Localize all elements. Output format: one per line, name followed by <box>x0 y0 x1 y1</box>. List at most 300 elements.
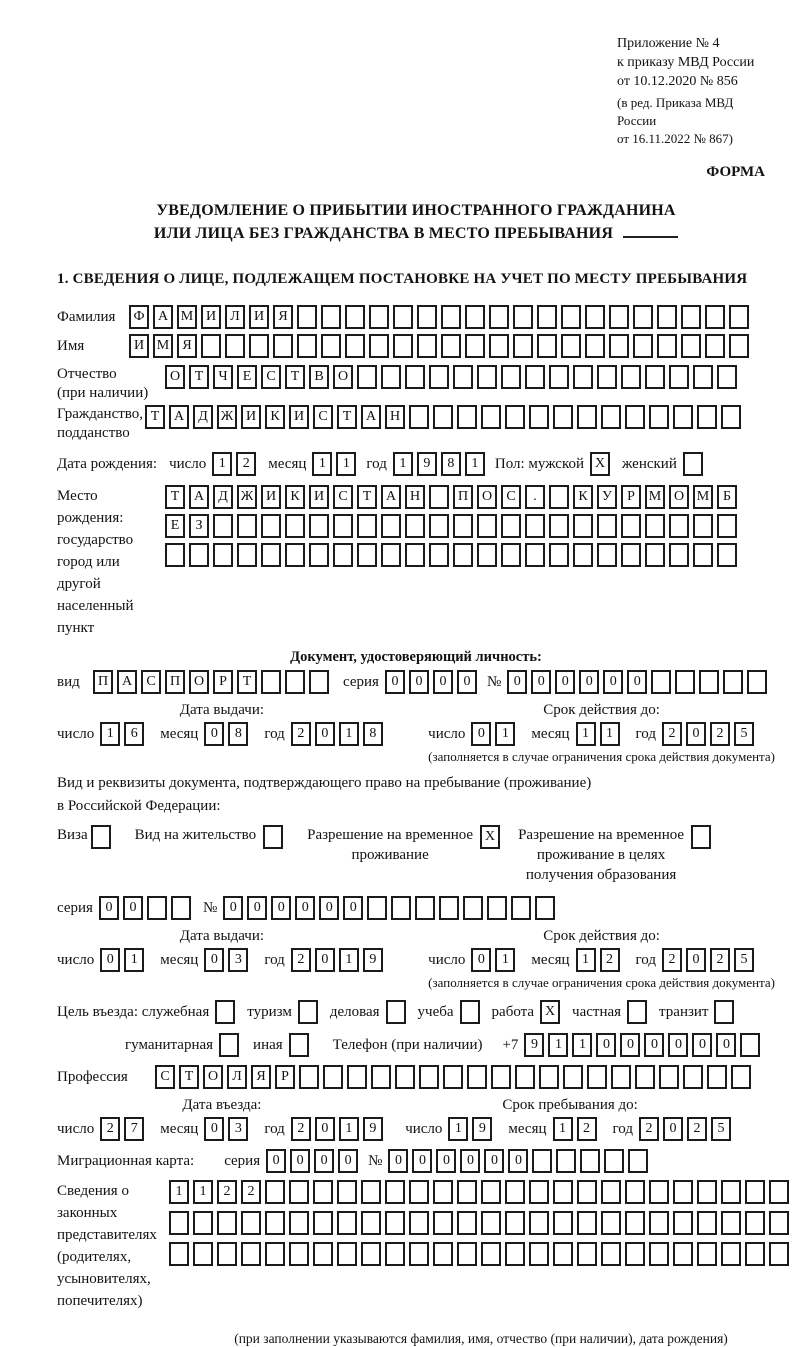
char-cell[interactable]: А <box>153 305 173 329</box>
char-cell[interactable]: 1 <box>576 722 596 746</box>
char-cell[interactable]: Р <box>621 485 641 509</box>
char-cell[interactable]: И <box>129 334 149 358</box>
char-cell[interactable] <box>505 1242 525 1266</box>
char-cell[interactable]: К <box>265 405 285 429</box>
char-cell[interactable] <box>147 896 167 920</box>
char-cell[interactable] <box>699 670 719 694</box>
char-cell[interactable] <box>721 405 741 429</box>
char-cell[interactable] <box>513 334 533 358</box>
char-cell[interactable]: 0 <box>338 1149 358 1173</box>
char-cell[interactable] <box>361 1211 381 1235</box>
char-cell[interactable] <box>611 1065 631 1089</box>
char-cell[interactable]: У <box>597 485 617 509</box>
char-cell[interactable] <box>481 1211 501 1235</box>
char-cell[interactable] <box>649 1180 669 1204</box>
char-cell[interactable] <box>601 1242 621 1266</box>
char-cell[interactable] <box>549 543 569 567</box>
char-cell[interactable]: С <box>141 670 161 694</box>
char-cell[interactable]: 2 <box>710 948 730 972</box>
char-cell[interactable] <box>171 896 191 920</box>
residence-issue-year-cells[interactable] <box>291 948 387 972</box>
char-cell[interactable] <box>585 305 605 329</box>
char-cell[interactable] <box>573 543 593 567</box>
doc-valid-month-cells[interactable] <box>576 722 624 746</box>
char-cell[interactable] <box>681 305 701 329</box>
char-cell[interactable] <box>585 334 605 358</box>
char-cell[interactable] <box>321 334 341 358</box>
char-cell[interactable]: 2 <box>291 1117 311 1141</box>
char-cell[interactable] <box>409 1242 429 1266</box>
char-cell[interactable]: О <box>189 670 209 694</box>
char-cell[interactable]: 2 <box>100 1117 120 1141</box>
char-cell[interactable]: X <box>480 825 500 849</box>
char-cell[interactable]: 1 <box>548 1033 568 1057</box>
char-cell[interactable] <box>489 305 509 329</box>
char-cell[interactable]: Л <box>225 305 245 329</box>
char-cell[interactable] <box>357 543 377 567</box>
char-cell[interactable] <box>714 1000 734 1024</box>
birth-place-row2-cells[interactable] <box>165 514 741 538</box>
char-cell[interactable] <box>633 334 653 358</box>
char-cell[interactable]: 2 <box>291 948 311 972</box>
char-cell[interactable] <box>501 514 521 538</box>
char-cell[interactable] <box>529 1211 549 1235</box>
char-cell[interactable] <box>597 543 617 567</box>
char-cell[interactable] <box>525 543 545 567</box>
char-cell[interactable] <box>691 825 711 849</box>
char-cell[interactable]: Н <box>385 405 405 429</box>
char-cell[interactable]: 1 <box>312 452 332 476</box>
char-cell[interactable] <box>721 1180 741 1204</box>
doc-issue-month-cells[interactable] <box>204 722 252 746</box>
char-cell[interactable] <box>297 305 317 329</box>
char-cell[interactable]: Т <box>337 405 357 429</box>
char-cell[interactable]: 0 <box>716 1033 736 1057</box>
char-cell[interactable] <box>429 543 449 567</box>
char-cell[interactable] <box>441 334 461 358</box>
purpose-other-checkbox[interactable] <box>289 1033 313 1057</box>
migration-number-cells[interactable] <box>388 1149 652 1173</box>
char-cell[interactable]: 5 <box>734 948 754 972</box>
char-cell[interactable]: 1 <box>448 1117 468 1141</box>
char-cell[interactable] <box>561 305 581 329</box>
char-cell[interactable] <box>649 405 669 429</box>
char-cell[interactable]: А <box>361 405 381 429</box>
char-cell[interactable] <box>717 514 737 538</box>
char-cell[interactable] <box>529 1180 549 1204</box>
char-cell[interactable] <box>321 305 341 329</box>
char-cell[interactable]: 0 <box>388 1149 408 1173</box>
char-cell[interactable]: 0 <box>457 670 477 694</box>
char-cell[interactable] <box>193 1242 213 1266</box>
char-cell[interactable]: О <box>477 485 497 509</box>
char-cell[interactable] <box>385 1242 405 1266</box>
char-cell[interactable] <box>657 305 677 329</box>
char-cell[interactable]: 0 <box>644 1033 664 1057</box>
char-cell[interactable]: 0 <box>315 948 335 972</box>
char-cell[interactable]: Р <box>275 1065 295 1089</box>
char-cell[interactable] <box>385 1180 405 1204</box>
char-cell[interactable]: 9 <box>363 1117 383 1141</box>
char-cell[interactable] <box>625 1211 645 1235</box>
char-cell[interactable] <box>657 334 677 358</box>
char-cell[interactable] <box>633 305 653 329</box>
char-cell[interactable]: 3 <box>228 948 248 972</box>
char-cell[interactable] <box>386 1000 406 1024</box>
char-cell[interactable]: 1 <box>339 1117 359 1141</box>
char-cell[interactable]: М <box>645 485 665 509</box>
char-cell[interactable]: Я <box>251 1065 271 1089</box>
doc-valid-year-cells[interactable] <box>662 722 758 746</box>
char-cell[interactable]: 2 <box>217 1180 237 1204</box>
char-cell[interactable] <box>429 365 449 389</box>
char-cell[interactable] <box>628 1149 648 1173</box>
char-cell[interactable] <box>323 1065 343 1089</box>
char-cell[interactable] <box>529 1242 549 1266</box>
char-cell[interactable]: 0 <box>436 1149 456 1173</box>
char-cell[interactable]: И <box>261 485 281 509</box>
char-cell[interactable] <box>481 405 501 429</box>
char-cell[interactable]: 0 <box>507 670 527 694</box>
char-cell[interactable] <box>298 1000 318 1024</box>
char-cell[interactable] <box>261 543 281 567</box>
char-cell[interactable] <box>769 1180 789 1204</box>
char-cell[interactable]: М <box>177 305 197 329</box>
char-cell[interactable] <box>587 1065 607 1089</box>
char-cell[interactable]: 0 <box>123 896 143 920</box>
char-cell[interactable]: 0 <box>686 948 706 972</box>
char-cell[interactable] <box>635 1065 655 1089</box>
char-cell[interactable] <box>313 1211 333 1235</box>
char-cell[interactable]: 1 <box>495 722 515 746</box>
char-cell[interactable]: 1 <box>495 948 515 972</box>
char-cell[interactable] <box>391 896 411 920</box>
char-cell[interactable]: 0 <box>433 670 453 694</box>
char-cell[interactable]: 1 <box>336 452 356 476</box>
char-cell[interactable] <box>577 1211 597 1235</box>
char-cell[interactable]: 0 <box>247 896 267 920</box>
char-cell[interactable] <box>505 1211 525 1235</box>
temp-permit-checkbox[interactable] <box>480 825 504 849</box>
char-cell[interactable] <box>556 1149 576 1173</box>
char-cell[interactable]: А <box>381 485 401 509</box>
char-cell[interactable]: 2 <box>241 1180 261 1204</box>
char-cell[interactable]: 0 <box>555 670 575 694</box>
char-cell[interactable] <box>721 1242 741 1266</box>
char-cell[interactable] <box>573 365 593 389</box>
char-cell[interactable]: 9 <box>472 1117 492 1141</box>
char-cell[interactable]: 1 <box>100 722 120 746</box>
char-cell[interactable] <box>481 1242 501 1266</box>
citizenship-cells[interactable] <box>145 405 745 429</box>
phone-cells[interactable] <box>524 1033 764 1057</box>
char-cell[interactable] <box>189 543 209 567</box>
char-cell[interactable] <box>357 514 377 538</box>
char-cell[interactable] <box>289 1242 309 1266</box>
purpose-private-checkbox[interactable] <box>627 1000 651 1024</box>
char-cell[interactable] <box>237 543 257 567</box>
char-cell[interactable] <box>535 896 555 920</box>
char-cell[interactable] <box>537 305 557 329</box>
migration-series-cells[interactable] <box>266 1149 362 1173</box>
char-cell[interactable]: 5 <box>711 1117 731 1141</box>
char-cell[interactable] <box>505 1180 525 1204</box>
char-cell[interactable]: 0 <box>596 1033 616 1057</box>
char-cell[interactable]: 1 <box>339 722 359 746</box>
char-cell[interactable]: 1 <box>169 1180 189 1204</box>
char-cell[interactable] <box>309 543 329 567</box>
representatives-row3-cells[interactable] <box>169 1242 793 1266</box>
char-cell[interactable] <box>453 543 473 567</box>
char-cell[interactable]: 0 <box>484 1149 504 1173</box>
char-cell[interactable]: 0 <box>343 896 363 920</box>
char-cell[interactable] <box>627 1000 647 1024</box>
char-cell[interactable] <box>241 1242 261 1266</box>
char-cell[interactable]: С <box>501 485 521 509</box>
residence-valid-month-cells[interactable] <box>576 948 624 972</box>
char-cell[interactable] <box>361 1180 381 1204</box>
char-cell[interactable] <box>371 1065 391 1089</box>
representatives-row2-cells[interactable] <box>169 1211 793 1235</box>
char-cell[interactable] <box>433 1180 453 1204</box>
char-cell[interactable] <box>669 514 689 538</box>
char-cell[interactable] <box>337 1180 357 1204</box>
char-cell[interactable] <box>333 514 353 538</box>
char-cell[interactable] <box>457 1180 477 1204</box>
char-cell[interactable] <box>673 405 693 429</box>
purpose-official-checkbox[interactable] <box>215 1000 239 1024</box>
char-cell[interactable]: X <box>540 1000 560 1024</box>
char-cell[interactable] <box>285 670 305 694</box>
char-cell[interactable] <box>561 334 581 358</box>
char-cell[interactable] <box>673 1180 693 1204</box>
char-cell[interactable] <box>273 334 293 358</box>
char-cell[interactable]: 0 <box>686 722 706 746</box>
char-cell[interactable] <box>693 514 713 538</box>
char-cell[interactable]: 2 <box>710 722 730 746</box>
char-cell[interactable] <box>345 334 365 358</box>
char-cell[interactable]: 2 <box>662 948 682 972</box>
doc-valid-day-cells[interactable] <box>471 722 519 746</box>
char-cell[interactable] <box>381 514 401 538</box>
char-cell[interactable] <box>621 543 641 567</box>
char-cell[interactable]: И <box>289 405 309 429</box>
char-cell[interactable] <box>219 1033 239 1057</box>
char-cell[interactable] <box>505 405 525 429</box>
char-cell[interactable] <box>539 1065 559 1089</box>
char-cell[interactable] <box>675 670 695 694</box>
char-cell[interactable] <box>309 670 329 694</box>
char-cell[interactable]: С <box>313 405 333 429</box>
char-cell[interactable] <box>747 670 767 694</box>
char-cell[interactable] <box>457 405 477 429</box>
char-cell[interactable]: В <box>309 365 329 389</box>
char-cell[interactable] <box>345 305 365 329</box>
char-cell[interactable]: Д <box>193 405 213 429</box>
char-cell[interactable] <box>165 543 185 567</box>
char-cell[interactable] <box>673 1242 693 1266</box>
char-cell[interactable] <box>511 896 531 920</box>
char-cell[interactable] <box>697 1180 717 1204</box>
char-cell[interactable] <box>601 1180 621 1204</box>
char-cell[interactable]: А <box>169 405 189 429</box>
residence-valid-year-cells[interactable] <box>662 948 758 972</box>
char-cell[interactable] <box>405 514 425 538</box>
char-cell[interactable] <box>601 1211 621 1235</box>
birth-place-row3-cells[interactable] <box>165 543 741 567</box>
char-cell[interactable]: Ж <box>237 485 257 509</box>
char-cell[interactable] <box>625 405 645 429</box>
char-cell[interactable]: 0 <box>508 1149 528 1173</box>
char-cell[interactable]: 0 <box>531 670 551 694</box>
char-cell[interactable] <box>553 1242 573 1266</box>
char-cell[interactable] <box>745 1180 765 1204</box>
stay-day-cells[interactable] <box>448 1117 496 1141</box>
char-cell[interactable]: 0 <box>579 670 599 694</box>
char-cell[interactable] <box>721 1211 741 1235</box>
char-cell[interactable] <box>433 1211 453 1235</box>
char-cell[interactable] <box>433 405 453 429</box>
char-cell[interactable]: О <box>203 1065 223 1089</box>
char-cell[interactable] <box>457 1211 477 1235</box>
char-cell[interactable]: О <box>333 365 353 389</box>
char-cell[interactable] <box>693 365 713 389</box>
char-cell[interactable] <box>313 1242 333 1266</box>
char-cell[interactable] <box>477 543 497 567</box>
char-cell[interactable] <box>249 334 269 358</box>
char-cell[interactable] <box>369 305 389 329</box>
char-cell[interactable]: 9 <box>524 1033 544 1057</box>
char-cell[interactable] <box>529 405 549 429</box>
char-cell[interactable]: П <box>93 670 113 694</box>
char-cell[interactable] <box>609 334 629 358</box>
char-cell[interactable]: С <box>333 485 353 509</box>
char-cell[interactable] <box>285 514 305 538</box>
doc-number-cells[interactable] <box>507 670 771 694</box>
char-cell[interactable]: 1 <box>339 948 359 972</box>
name-cells[interactable] <box>129 334 753 358</box>
char-cell[interactable] <box>217 1211 237 1235</box>
char-cell[interactable] <box>549 514 569 538</box>
char-cell[interactable] <box>489 334 509 358</box>
representatives-row1-cells[interactable] <box>169 1180 793 1204</box>
char-cell[interactable] <box>604 1149 624 1173</box>
char-cell[interactable]: 1 <box>193 1180 213 1204</box>
char-cell[interactable]: 0 <box>266 1149 286 1173</box>
char-cell[interactable] <box>477 514 497 538</box>
char-cell[interactable]: 0 <box>603 670 623 694</box>
char-cell[interactable]: 8 <box>228 722 248 746</box>
char-cell[interactable] <box>729 334 749 358</box>
residence-issue-month-cells[interactable] <box>204 948 252 972</box>
char-cell[interactable] <box>563 1065 583 1089</box>
char-cell[interactable] <box>601 405 621 429</box>
char-cell[interactable] <box>553 405 573 429</box>
char-cell[interactable] <box>217 1242 237 1266</box>
char-cell[interactable] <box>673 1211 693 1235</box>
char-cell[interactable]: 0 <box>295 896 315 920</box>
char-cell[interactable]: 0 <box>271 896 291 920</box>
char-cell[interactable] <box>621 514 641 538</box>
char-cell[interactable]: Д <box>213 485 233 509</box>
char-cell[interactable]: 0 <box>99 896 119 920</box>
char-cell[interactable] <box>621 365 641 389</box>
char-cell[interactable] <box>465 305 485 329</box>
char-cell[interactable] <box>433 1242 453 1266</box>
char-cell[interactable]: 0 <box>100 948 120 972</box>
char-cell[interactable] <box>337 1242 357 1266</box>
char-cell[interactable] <box>265 1180 285 1204</box>
char-cell[interactable] <box>439 896 459 920</box>
char-cell[interactable]: М <box>153 334 173 358</box>
char-cell[interactable] <box>513 305 533 329</box>
char-cell[interactable] <box>285 543 305 567</box>
doc-issue-year-cells[interactable] <box>291 722 387 746</box>
char-cell[interactable] <box>553 1211 573 1235</box>
char-cell[interactable] <box>549 485 569 509</box>
purpose-study-checkbox[interactable] <box>460 1000 484 1024</box>
char-cell[interactable]: 1 <box>553 1117 573 1141</box>
char-cell[interactable] <box>740 1033 760 1057</box>
char-cell[interactable] <box>193 1211 213 1235</box>
char-cell[interactable]: 0 <box>319 896 339 920</box>
char-cell[interactable] <box>681 334 701 358</box>
char-cell[interactable] <box>649 1211 669 1235</box>
char-cell[interactable] <box>393 334 413 358</box>
char-cell[interactable] <box>213 543 233 567</box>
char-cell[interactable]: И <box>309 485 329 509</box>
char-cell[interactable]: И <box>201 305 221 329</box>
char-cell[interactable] <box>683 1065 703 1089</box>
char-cell[interactable]: 2 <box>662 722 682 746</box>
char-cell[interactable]: 0 <box>223 896 243 920</box>
char-cell[interactable] <box>532 1149 552 1173</box>
char-cell[interactable]: Р <box>213 670 233 694</box>
char-cell[interactable] <box>367 896 387 920</box>
residence-series-cells[interactable] <box>99 896 195 920</box>
char-cell[interactable] <box>525 514 545 538</box>
char-cell[interactable]: 2 <box>687 1117 707 1141</box>
char-cell[interactable] <box>241 1211 261 1235</box>
char-cell[interactable] <box>337 1211 357 1235</box>
char-cell[interactable] <box>441 305 461 329</box>
birth-year-cells[interactable] <box>393 452 489 476</box>
char-cell[interactable] <box>577 1180 597 1204</box>
char-cell[interactable] <box>549 365 569 389</box>
female-checkbox[interactable] <box>683 452 707 476</box>
char-cell[interactable]: Я <box>273 305 293 329</box>
char-cell[interactable]: 1 <box>212 452 232 476</box>
char-cell[interactable]: 7 <box>124 1117 144 1141</box>
char-cell[interactable]: Т <box>189 365 209 389</box>
char-cell[interactable] <box>609 305 629 329</box>
char-cell[interactable]: 1 <box>572 1033 592 1057</box>
char-cell[interactable] <box>263 825 283 849</box>
char-cell[interactable] <box>417 334 437 358</box>
char-cell[interactable] <box>573 514 593 538</box>
char-cell[interactable]: 5 <box>734 722 754 746</box>
char-cell[interactable] <box>369 334 389 358</box>
char-cell[interactable]: 1 <box>600 722 620 746</box>
char-cell[interactable] <box>577 1242 597 1266</box>
char-cell[interactable] <box>463 896 483 920</box>
char-cell[interactable] <box>405 365 425 389</box>
temp-permit-edu-checkbox[interactable] <box>691 825 715 849</box>
char-cell[interactable] <box>201 334 221 358</box>
purpose-business-checkbox[interactable] <box>386 1000 410 1024</box>
char-cell[interactable] <box>553 1180 573 1204</box>
char-cell[interactable] <box>697 1242 717 1266</box>
